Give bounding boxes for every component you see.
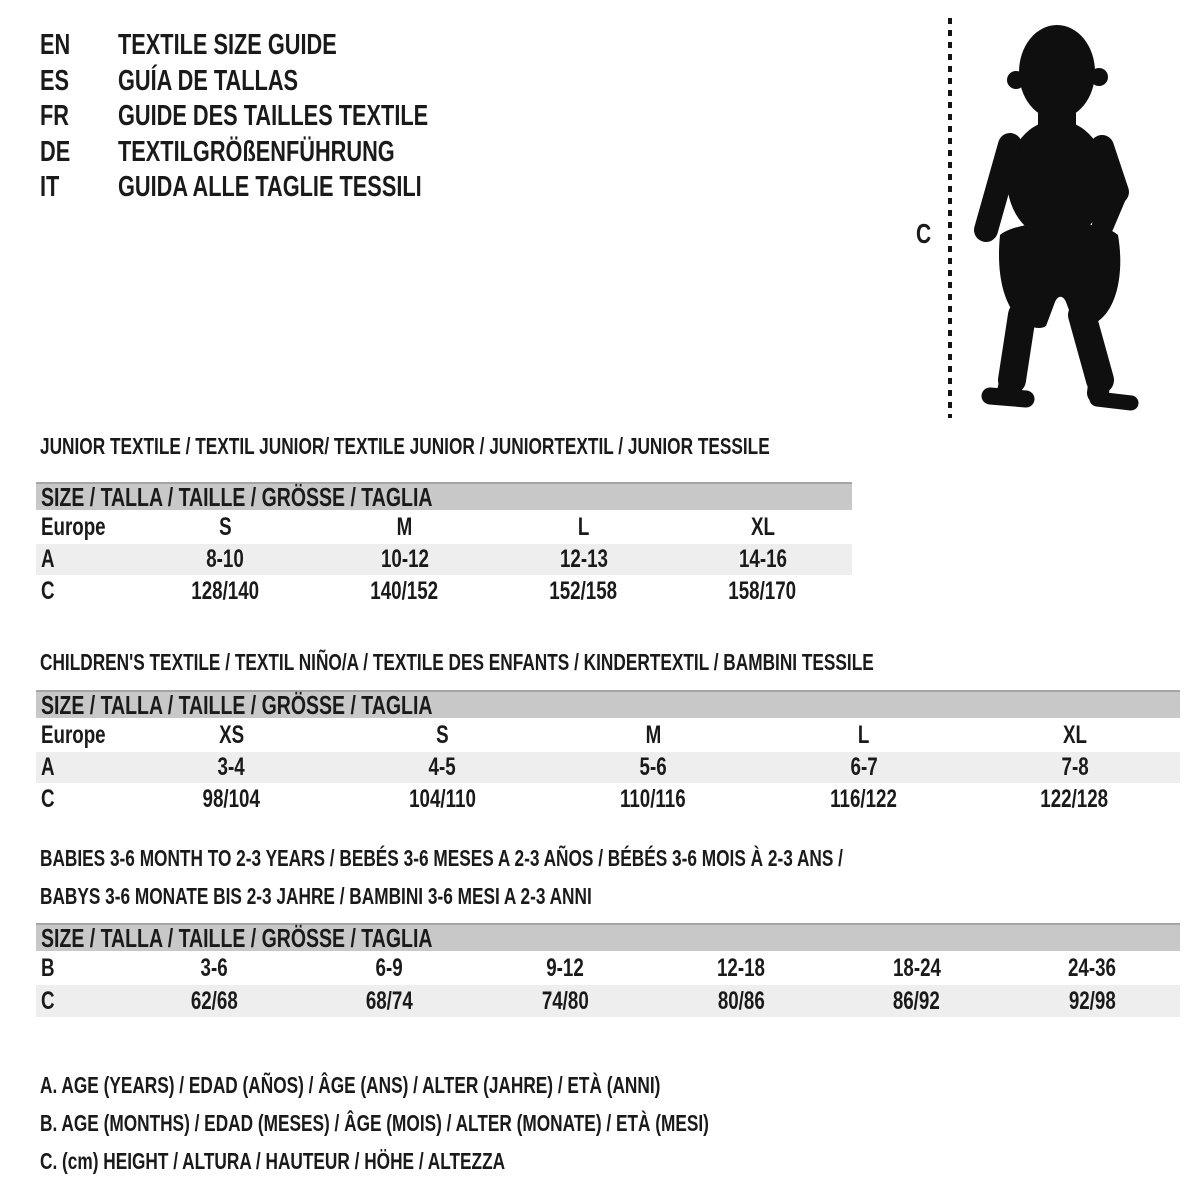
babies-section-title-line2: BABYS 3-6 MONATE BIS 2-3 JAHRE / BAMBINI 3-6 MESI A 2-3 ANNI [40,883,592,909]
months-cell: 18-24 [892,953,941,982]
language-code: EN [40,29,71,62]
size-header-bar: SIZE / TALLA / TAILLE / GRÖSSE / TAGLIA [36,690,1180,718]
junior-section-title: JUNIOR TEXTILE / TEXTIL JUNIOR/ TEXTILE JUNIOR / JUNIORTEXTIL / JUNIOR TESSILE [40,433,770,459]
guide-title: TEXTILGRÖßENFÜHRUNG [118,135,395,168]
size-column-header: XS [218,720,244,749]
language-row-it [40,170,532,206]
age-cell: 12-13 [559,545,608,573]
months-cell: 6-9 [375,953,404,982]
height-cell: 98/104 [202,784,261,813]
age-cell: 6-7 [850,753,878,781]
row-label: B [41,953,55,982]
language-row-fr [40,99,532,135]
height-measure-dashed-line [948,18,952,418]
height-cell: 104/110 [408,784,476,813]
size-column-header: S [435,720,449,749]
children-section-title: CHILDREN'S TEXTILE / TEXTIL NIÑO/A / TEXTILE DES ENFANTS / KINDERTEXTIL / BAMBINI TESSILE [40,649,874,675]
height-cell: 152/158 [549,576,618,605]
junior-size-table [36,482,852,607]
size-column-header: XL [1062,720,1087,749]
table-row-age [36,544,852,575]
row-label: C [41,986,55,1015]
months-cell: 12-18 [716,953,765,982]
age-cell: 8-10 [206,545,245,573]
table-row-region [36,510,852,544]
months-cell: 3-6 [200,953,228,982]
babies-section-title-line1: BABIES 3-6 MONTH TO 2-3 YEARS / BEBÉS 3-6 MESES A 2-3 AÑOS / BÉBÉS 3-6 MOIS À 2-3 ANS / [40,845,843,871]
language-title-list [40,28,532,206]
table-row-months [36,951,1180,985]
size-column-header: L [577,512,590,541]
table-row-height [36,783,1180,815]
height-cell: 122/128 [1040,784,1109,813]
row-label: A [41,545,55,573]
language-code: IT [40,171,60,204]
language-code: DE [40,135,71,168]
table-row-height [36,985,1180,1017]
guide-title: GUIDA ALLE TAGLIE TESSILI [118,171,422,204]
size-column-header: S [219,512,232,541]
age-cell: 3-4 [217,753,245,781]
size-header-bar: SIZE / TALLA / TAILLE / GRÖSSE / TAGLIA [36,482,852,510]
height-cell: 68/74 [366,986,413,1015]
language-row-es [40,64,532,100]
row-label: C [41,576,55,605]
row-label: A [41,753,55,781]
size-column-header: L [858,720,870,749]
table-row-region [36,718,1180,752]
row-label: Europe [41,720,106,749]
guide-title: TEXTILE SIZE GUIDE [118,29,337,62]
height-cell: 74/80 [541,986,589,1015]
guide-title: GUIDE DES TAILLES TEXTILE [118,100,429,133]
size-column-header: M [396,512,413,541]
height-cell: 92/98 [1068,986,1116,1015]
height-cell: 62/68 [190,986,238,1015]
language-row-en [40,28,532,64]
row-label: Europe [41,512,106,541]
table-row-age [36,752,1180,783]
height-cell: 80/86 [717,986,765,1015]
toddler-silhouette-icon [960,20,1145,415]
months-cell: 24-36 [1068,953,1117,982]
children-size-table [36,690,1180,815]
height-cell: 140/152 [370,576,439,605]
age-cell: 4-5 [428,753,456,781]
height-cell: 128/140 [191,576,260,605]
height-cell: 110/116 [620,784,686,813]
legend-line-a: A. AGE (YEARS) / EDAD (AÑOS) / ÂGE (ANS) / ALTER (JAHRE) / ETÀ (ANNI) [40,1071,661,1098]
height-cell: 116/122 [830,784,898,813]
table-row-height [36,575,852,607]
row-label: C [41,784,55,813]
measurement-figure [900,10,1190,435]
legend-line-c: C. (cm) HEIGHT / ALTURA / HAUTEUR / HÖHE / ALTEZZA [40,1147,506,1174]
size-column-header: XL [750,512,775,541]
age-cell: 7-8 [1061,753,1089,781]
guide-title: GUÍA DE TALLAS [118,64,299,97]
legend-line-b: B. AGE (MONTHS) / EDAD (MESES) / ÂGE (MOIS) / ALTER (MONATE) / ETÀ (MESI) [40,1109,709,1136]
age-cell: 14-16 [738,545,787,573]
size-column-header: M [645,720,661,749]
height-cell: 158/170 [728,576,797,605]
measure-label-c: C [916,218,932,249]
months-cell: 9-12 [546,953,584,982]
babies-size-table [36,923,1180,1017]
language-code: FR [40,100,70,133]
measure-legend [40,1066,932,1180]
height-cell: 86/92 [893,986,940,1015]
age-cell: 5-6 [639,753,667,781]
language-code: ES [40,64,70,97]
language-row-de [40,135,532,171]
age-cell: 10-12 [380,545,429,573]
size-header-bar: SIZE / TALLA / TAILLE / GRÖSSE / TAGLIA [36,923,1180,951]
